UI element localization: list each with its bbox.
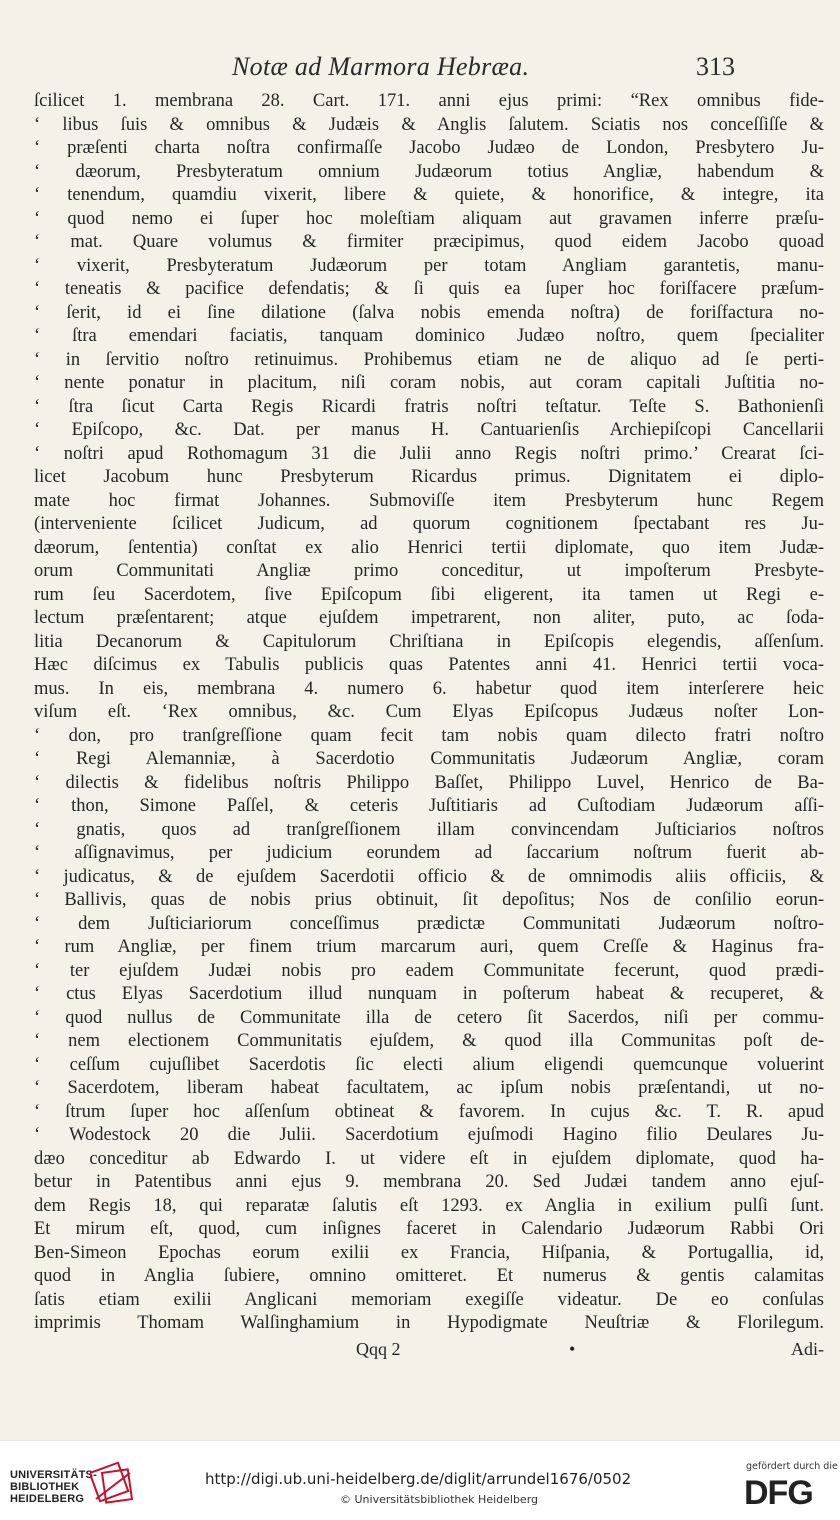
body-text bbox=[34, 90, 824, 1362]
text-line: mus. In eis, membrana 4. numero 6. habetur quod item interſerere heic bbox=[34, 678, 824, 699]
text-line: ‘ tenendum, quamdiu vixerit, libere & quiete, & honorifice, & integre, ita bbox=[34, 185, 824, 205]
text-line: dæo conceditur ab Edwardo I. ut videre eſt in ejuſdem diplomate, quod ha- bbox=[34, 1148, 824, 1169]
text-line: licet Jacobum hunc Presbyterum Ricardus primus. Dignitatem ei diplo- bbox=[34, 467, 824, 487]
text-line: ‘ aſſignavimus, per judicium eorundem ad ſaccarium noſtrum fuerit ab- bbox=[34, 843, 824, 863]
text-line: ſcilicet 1. membrana 28. Cart. 171. anni ejus primi: “Rex omnibus fide- bbox=[34, 91, 824, 111]
page-footer bbox=[34, 1336, 824, 1362]
text-line: orum Communitati Angliæ primo conceditur, ut impoſterum Presbyte- bbox=[34, 561, 824, 581]
text-line: ‘ ctus Elyas Sacerdotium illud nunquam in poſterum habeat & recuperet, & bbox=[34, 984, 824, 1004]
text-line: ‘ rum Angliæ, per finem trium marcarum auri, quem Creſſe & Haginus fra- bbox=[34, 937, 824, 957]
page-number: 313 bbox=[696, 52, 735, 81]
text-line: ‘ Regi Alemanniæ, à Sacerdotio Communitatis Judæorum Angliæ, coram bbox=[34, 749, 824, 769]
text-line: ‘ ſtrum ſuper hoc aſſenſum obtineat & favorem. In cujus &c. T. R. apud bbox=[34, 1101, 824, 1122]
text-line: ‘ ſtra ſicut Carta Regis Ricardi fratris noſtri teſtatur. Teſte S. Bathonienſi bbox=[34, 396, 824, 417]
library-logo-icon bbox=[90, 1459, 136, 1509]
text-line: viſum eſt. ‘Rex omnibus, &c. Cum Elyas Epiſcopus Judæus noſter Lon- bbox=[34, 702, 824, 722]
bottom-bar bbox=[0, 1440, 840, 1520]
dfg-logo: DFG bbox=[744, 1474, 813, 1512]
text-line: ‘ nente ponatur in placitum, niſi coram nobis, aut coram capitali Juſtitia no- bbox=[34, 373, 824, 393]
text-line: ‘ mat. Quare volumus & firmiter præcipimus, quod eidem Jacobo quoad bbox=[34, 232, 824, 252]
copyright-notice: © Universitätsbibliothek Heidelberg bbox=[340, 1493, 539, 1506]
text-line: ‘ nem electionem Communitatis ejuſdem, & quod illa Communitas poſt de- bbox=[34, 1031, 824, 1051]
text-line: ‘ teneatis & pacifice defendatis; & ſi quis ea ſuper hoc foriſfacere præſum- bbox=[34, 279, 824, 299]
text-line: quod in Anglia ſubiere, omnino omitteret. Et numerus & gentis calamitas bbox=[34, 1266, 824, 1286]
text-line: ‘ Wodestock 20 die Julii. Sacerdotium ejuſmodi Hagino filio Deulares Ju- bbox=[34, 1125, 824, 1145]
text-line: ‘ Ballivis, quas de nobis prius obtinuit, ſit depoſitus; Nos de conſilio eorun- bbox=[34, 890, 824, 910]
catchword: Adi- bbox=[791, 1338, 824, 1359]
text-line: ‘ ſtra emendari faciatis, tanquam dominico Judæo noſtro, quem ſpecialiter bbox=[34, 326, 824, 346]
text-line: (interveniente ſcilicet Judicum, ad quorum cognitionem ſpectabant res Ju- bbox=[34, 514, 824, 534]
permalink-url[interactable]: http://digi.ub.uni-heidelberg.de/diglit/arrundel1676/0502 bbox=[205, 1470, 632, 1488]
text-line: Ben-Simeon Epochas eorum exilii ex Francia, Hiſpania, & Portugallia, id, bbox=[34, 1242, 824, 1263]
text-line: dem Regis 18, qui reparatæ ſalutis eſt 1293. ex Anglia in exilium pulſi ſunt. bbox=[34, 1195, 824, 1216]
text-line: dæorum, ſententia) conſtat ex alio Henrici tertii diplomate, quo item Judæ- bbox=[34, 537, 824, 558]
footer-dot: • bbox=[569, 1338, 576, 1359]
text-line: ‘ don, pro tranſgreſſione quam fecit tam nobis quam dilecto fratri noſtro bbox=[34, 725, 824, 746]
text-line: Hæc diſcimus ex Tabulis publicis quas Patentes anni 41. Henrici tertii voca- bbox=[34, 655, 824, 675]
text-line: ‘ ceſſum cujuſlibet Sacerdotis ſic electi alium eligendi quemcunque voluerint bbox=[34, 1054, 824, 1075]
text-line: ‘ judicatus, & de ejuſdem Sacerdotii officio & de omnimodis aliis officiis, & bbox=[34, 866, 824, 887]
text-line: mate hoc firmat Johannes. Submoviſſe item Presbyterum hunc Regem bbox=[34, 490, 824, 511]
text-line: rum ſeu Sacerdotem, ſive Epiſcopum ſibi eligerent, ita tamen ut Regi e- bbox=[34, 584, 824, 605]
text-line: ‘ vixerit, Presbyteratum Judæorum per totam Angliam garantetis, manu- bbox=[34, 255, 824, 276]
text-line: ſatis etiam exilii Anglicani memoriam exegiſſe videatur. De eo conſulas bbox=[34, 1289, 824, 1310]
text-line: ‘ quod nemo ei ſuper hoc moleſtiam aliquam aut gravamen inferre præſu- bbox=[34, 208, 824, 229]
signature-mark: Qqq 2 bbox=[356, 1338, 401, 1359]
text-line: ‘ dem Juſticiariorum conceſſimus prædictæ Communitati Judæorum noſtro- bbox=[34, 913, 824, 934]
library-name-line: UNIVERSITÄTS- BIBLIOTHEK HEIDELBERG bbox=[10, 1469, 97, 1505]
text-line: ‘ Epiſcopo, &c. Dat. per manus H. Cantuarienſis Archiepiſcopi Cancellarii bbox=[34, 420, 824, 440]
text-line: ‘ quod nullus de Communitate illa de cetero ſit Sacerdos, niſi per commu- bbox=[34, 1007, 824, 1028]
text-line: ‘ in ſervitio noſtro retinuimus. Prohibemus etiam ne de aliquo ad ſe perti- bbox=[34, 349, 824, 370]
text-line: ‘ thon, Simone Paſſel, & ceteris Juſtitiaris ad Cuſtodiam Judæorum aſſi- bbox=[34, 796, 824, 816]
library-name bbox=[10, 1469, 97, 1505]
text-line: ‘ Sacerdotem, liberam habeat facultatem, ac ipſum nobis præſentandi, ut no- bbox=[34, 1078, 824, 1098]
funded-by-label: gefördert durch die bbox=[746, 1461, 838, 1472]
text-line: imprimis Thomam Walſinghamium in Hypodigmate Neuſtriæ & Florilegum. bbox=[34, 1313, 824, 1333]
text-line: ‘ ſerit, id ei ſine dilatione (ſalva nobis emenda noſtra) de foriſfactura no- bbox=[34, 302, 824, 323]
text-line: ‘ libus ſuis & omnibus & Judæis & Anglis ſalutem. Sciatis nos conceſſiſſe & bbox=[34, 114, 824, 135]
text-line: ‘ ter ejuſdem Judæi nobis pro eadem Communitate fecerunt, quod prædi- bbox=[34, 960, 824, 981]
text-line: lectum præſentarent; atque ejuſdem impetrarent, non aliter, puto, ac ſoda- bbox=[34, 608, 824, 628]
text-line: Et mirum eſt, quod, cum inſignes faceret in Calendario Judæorum Rabbi Ori bbox=[34, 1219, 824, 1239]
text-line: litia Decanorum & Capitulorum Chriſtiana in Epiſcopis elegendis, aſſenſum. bbox=[34, 631, 824, 652]
running-title: Notæ ad Marmora Hebræa. bbox=[232, 52, 530, 81]
text-line: ‘ dilectis & fidelibus noſtris Philippo Baſſet, Philippo Luvel, Henrico de Ba- bbox=[34, 772, 824, 793]
text-line: ‘ noſtri apud Rothomagum 31 die Julii anno Regis noſtri primo.’ Crearat ſci- bbox=[34, 443, 824, 464]
text-line: ‘ dæorum, Presbyteratum omnium Judæorum totius Angliæ, habendum & bbox=[34, 161, 824, 182]
text-line: ‘ præſenti charta noſtra confirmaſſe Jacobo Judæo de London, Presbytero Ju- bbox=[34, 138, 824, 158]
text-line: ‘ gnatis, quos ad tranſgreſſionem illam convincendam Juſticiarios noſtros bbox=[34, 819, 824, 840]
page-header bbox=[0, 50, 840, 90]
text-line: betur in Patentibus anni ejus 9. membrana 20. Sed Judæi tandem anno ejuſ- bbox=[34, 1172, 824, 1192]
